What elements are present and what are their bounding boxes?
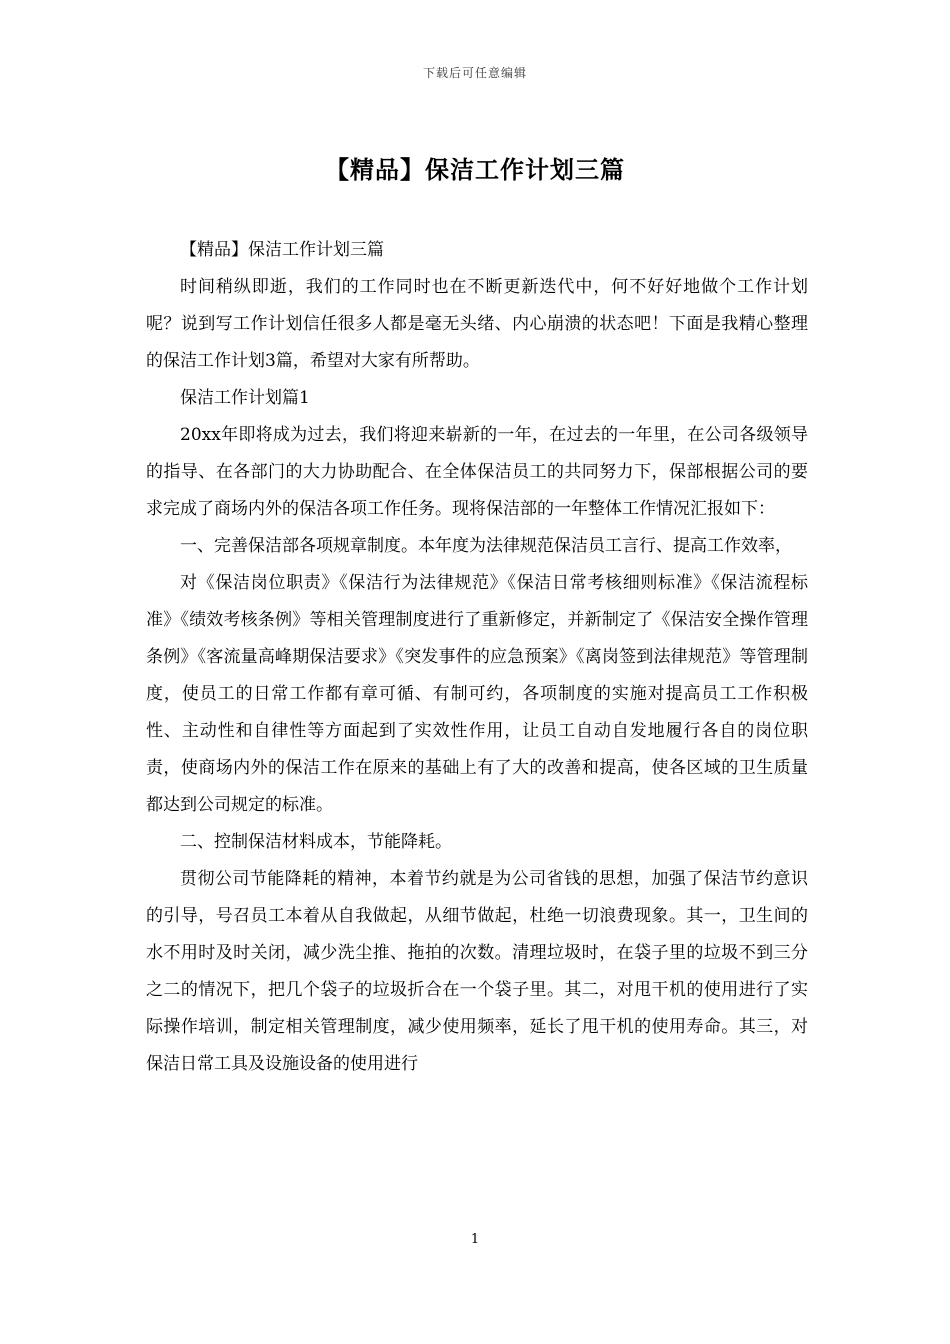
paragraph-item-two-heading: 二、控制保洁材料成本，节能降耗。 xyxy=(180,832,452,852)
document-body xyxy=(146,232,808,1083)
paragraph-year-summary: 20xx年即将成为过去，我们将迎来崭新的一年，在过去的一年里，在公司各级领导的指导、在各部门的大力协助配合、在全体保洁员工的共同努力下，保部根据公司的要求完成了商场内外的保洁各项工作任务。现将保洁部的一年整体工作情况汇报如下： xyxy=(146,425,808,519)
paragraph-subtitle: 【精品】保洁工作计划三篇 xyxy=(180,240,384,260)
page-header-note: 下载后可任意编辑 xyxy=(422,66,527,80)
paragraph-section-heading: 保洁工作计划篇1 xyxy=(180,388,310,408)
paragraph-intro: 时间稍纵即逝，我们的工作同时也在不断更新迭代中，何不好好地做个工作计划呢？说到写工作计划信任很多人都是毫无头绪、内心崩溃的状态吧！下面是我精心整理的保洁工作计划3篇，希望对大家有所帮助。 xyxy=(146,277,808,371)
paragraph-item-one-heading: 一、完善保洁部各项规章制度。本年度为法律规范保洁员工言行、提高工作效率， xyxy=(180,536,792,556)
paragraph-item-one-body: 对《保洁岗位职责》《保洁行为法律规范》《保洁日常考核细则标准》《保洁流程标准》《绩效考核条例》等相关管理制度进行了重新修定，并新制定了《保洁安全操作管理条例》《客流量高峰期保洁要求》《突发事件的应急预案》《离岗签到法律规范》等管理制度，使员工的日常工作都有章可循、有制可约，各项制度的实施对提高员工工作积极性、主动性和自律性等方面起到了实效性作用，让员工自动自发地履行各自的岗位职责，使商场内外的保洁工作在原来的基础上有了大的改善和提高，使各区域的卫生质量都达到公司规定的标准。 xyxy=(146,573,808,815)
page-number: 1 xyxy=(470,1232,480,1247)
paragraph-item-two-body: 贯彻公司节能降耗的精神，本着节约就是为公司省钱的思想，加强了保洁节约意识的引导，号召员工本着从自我做起，从细节做起，杜绝一切浪费现象。其一，卫生间的水不用时及时关闭，减少洗尘推、拖拍的次数。清理垃圾时，在袋子里的垃圾不到三分之二的情况下，把几个袋子的垃圾折合在一个袋子里。其二，对甩干机的使用进行了实际操作培训，制定相关管理制度，减少使用频率，延长了甩干机的使用寿命。其三，对保洁日常工具及设施设备的使用进行 xyxy=(146,869,808,1074)
document-title: 【精品】保洁工作计划三篇 xyxy=(325,155,625,184)
